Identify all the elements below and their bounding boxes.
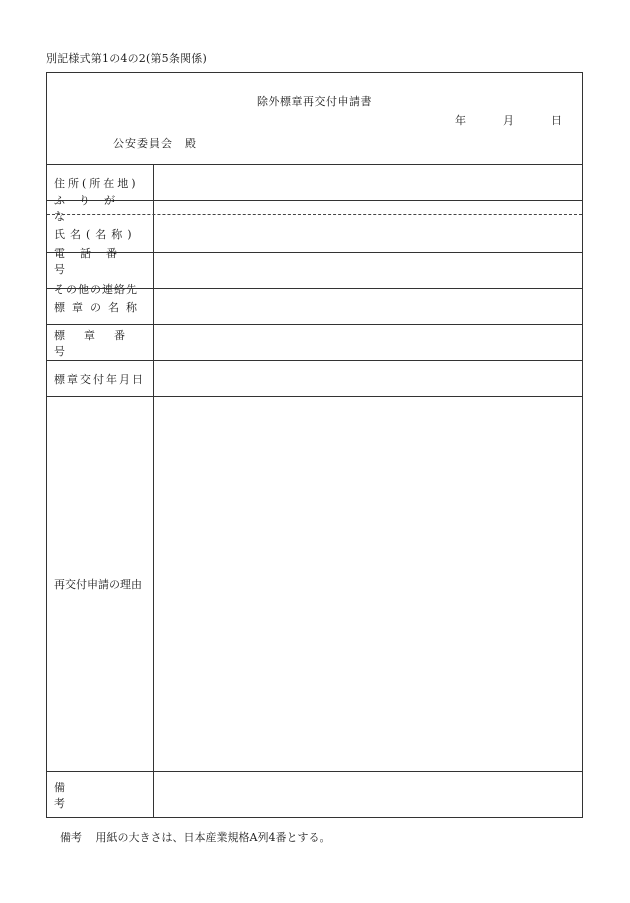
furigana-field[interactable]: [154, 201, 582, 214]
phone-field[interactable]: [154, 253, 582, 288]
phone-label-cell: [47, 246, 154, 296]
issue-date-row: [47, 360, 582, 396]
reason-field[interactable]: [154, 397, 582, 771]
form-title: 除外標章再交付申請書: [257, 95, 372, 108]
badge-name-field[interactable]: [154, 289, 582, 324]
badge-name-row: [47, 288, 582, 324]
badge-number-row: [47, 324, 582, 360]
issue-date-field[interactable]: [154, 361, 582, 396]
badge-name-label: 標章の名称: [54, 300, 144, 314]
reason-row: [47, 396, 582, 771]
furigana-label: ふりがな: [54, 193, 129, 223]
day-label: 日: [551, 114, 562, 127]
name-label: 氏名(名称): [54, 227, 137, 241]
phone-label-line2: その他の連絡先: [54, 282, 138, 296]
footnote: [60, 829, 330, 845]
address-label: [54, 175, 148, 191]
furigana-row: [47, 193, 582, 223]
remarks-field[interactable]: [154, 772, 582, 817]
reason-label-cell: [47, 397, 154, 771]
remarks-label: 備考: [54, 780, 137, 810]
reason-label: 再交付申請の理由: [54, 578, 142, 591]
date-row: [418, 112, 562, 128]
issue-date-label: 標章交付年月日: [54, 372, 145, 386]
footnote-head: 備考: [60, 831, 82, 844]
badge-number-label: 標章番号: [54, 328, 144, 358]
name-field[interactable]: [154, 215, 582, 252]
application-form: [46, 72, 583, 818]
month-label: 月: [503, 114, 514, 127]
address-label-text: 住所(所在地): [54, 176, 139, 190]
remarks-label-cell: [47, 772, 154, 817]
remarks-row: [47, 771, 582, 817]
addressee: 公安委員会 殿: [113, 137, 197, 150]
phone-label-line1: 電話番号: [54, 246, 132, 276]
furigana-label-cell: [47, 193, 154, 223]
badge-number-label-cell: [47, 325, 154, 360]
phone-row: [47, 246, 582, 296]
badge-number-field[interactable]: [154, 325, 582, 360]
form-caption: 別記様式第1の4の2(第5条関係): [46, 52, 207, 65]
year-label: 年: [455, 114, 466, 127]
address-field[interactable]: [154, 165, 582, 200]
footnote-text: 用紙の大きさは、日本産業規格A列4番とする。: [95, 831, 331, 844]
badge-name-label-cell: [47, 289, 154, 324]
issue-date-label-cell: [47, 361, 154, 396]
